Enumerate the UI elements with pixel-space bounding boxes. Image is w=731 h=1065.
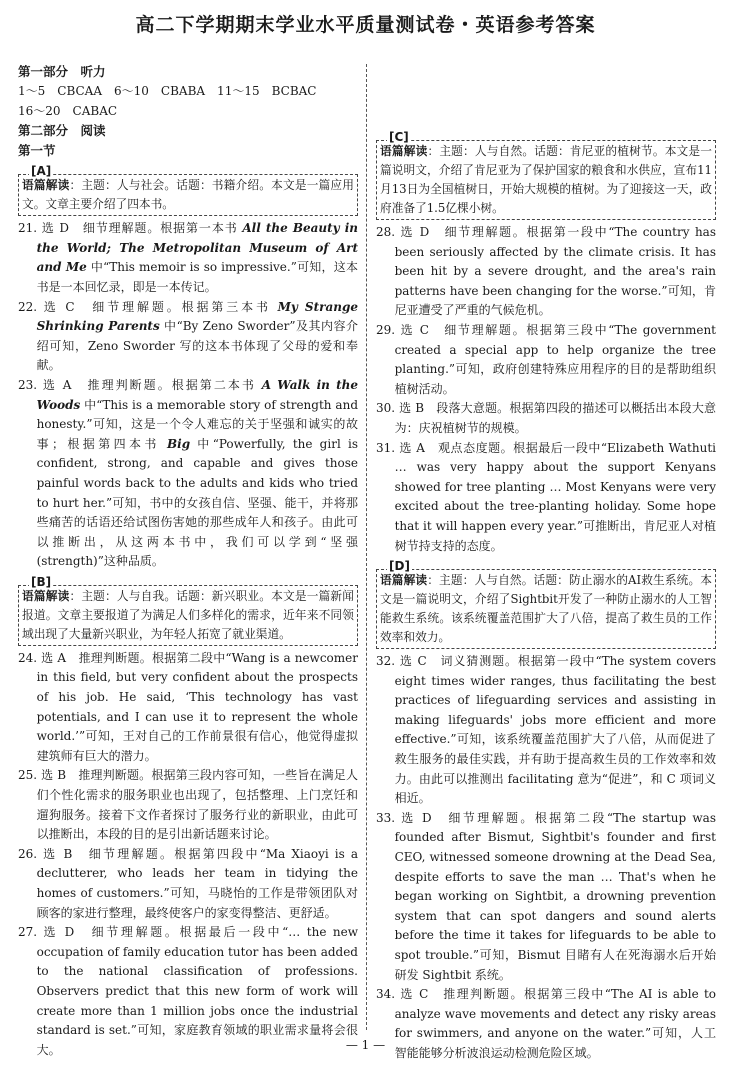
passage-d-tag: [D] (389, 559, 410, 574)
passage-b-summary (18, 574, 358, 646)
summary-text: ：主题：人与自我。话题：新兴职业。本文是一篇新闻报道。文章主要报道了为满足人们多样化的需求，近年来不同领域出现了大量新兴职业，为年轻人拓宽了就业渠道。 (22, 588, 354, 641)
part2-heading: 第二部分 阅读 (18, 123, 106, 139)
listening-answers-1: 1～5 CBCAA 6～10 CBABA 11～15 BCBAC (18, 84, 317, 98)
listening-answers-2: 16～20 CABAC (18, 103, 118, 118)
page-title: 高二下学期期末学业水平质量测试卷・英语参考答案 (135, 14, 596, 36)
summary-text: ：主题：人与自然。话题：肯尼亚的植树节。本文是一篇说明文，介绍了肯尼亚为了保护国家的粮食和水供应，宣布11月13日为全国植树日，开始大规模的植树。为了迎接这一天，政府准备了1.5亿棵小树。 (380, 144, 712, 215)
summary-label: 语篇解读 (380, 573, 428, 588)
passage-c-tag: [C] (389, 130, 409, 144)
answer-33: 33. 选 D 细节理解题。根据第二段“The startup was founded after Bismut, Sightbit's founder and first CEO, witnessed someone drowning at the Dead Sea, despite efforts to save the man … That's when he began working on Sightbit, a drowning prevention system that can spot dangers and sound alerts before the time it takes for lifeguards to be able to spot trouble.”可知，Bismut 目睹有人在死海溺水后开始研发 Sightbit 系统。 (376, 810, 716, 982)
answer-29: 29. 选 C 细节理解题。根据第三段中“The government created a special app to help organize the tree planting.”可知，政府创建特殊应用程序的目的是帮助组织植树活动。 (376, 322, 716, 396)
answer-31: 31. 选 A 观点态度题。根据最后一段中“Elizabeth Wathuti … was very happy about the support Kenyans showed for tree planting … Most Kenyans were very excited about the tree-planting holiday. Some hope that it will happen every year.”可推断出，肯尼亚人对植树节持支持的态度。 (376, 440, 716, 553)
book-title: All the Beauty in the World (36, 221, 358, 255)
answer-32: 32. 选 C 词义猜测题。根据第一段中“The system covers eight times wider ranges, thus facilitating the best practices of lifeguarding services and assisting in making lifeguards' jobs more efficient and more effective.”可知，该系统覆盖范围扩大了八倍，从而促进了救生服务的最佳实践，并有助于提高救生员的工作效率和效力。由此可以推测出 facilitating 意为“促进”，和 C 项词义相近。 (376, 654, 716, 806)
part1-heading: 第一部分 听力 (18, 64, 106, 79)
section-heading: 第一节 (18, 143, 56, 159)
column-divider (366, 64, 367, 1030)
answer-23: 23. 选 A 推理判断题。根据第二本书 A Walk in the Woods 中“This is a memorable story of strength and honesty.”可知，这是一个令人难忘的关于坚强和诚实的故事；根据第四本书 Big 中“Powerfully, the girl is confident, strong, and capable and gives those painful words back to the adults and kids who tried to hurt her.”可知，书中的女孩自信、坚强、能干，并将那些痛苦的话语还给试图伤害她的那些成年人和孩子。由此可以推断出，从这两本书中，我们可以学到“坚强(strength)”这种品质。 (18, 377, 358, 569)
passage-c-summary (376, 130, 716, 220)
summary-text: ：主题：人与社会。话题：书籍介绍。本文是一篇应用文。文章主要介绍了四本书。 (22, 178, 354, 212)
passage-a-summary (18, 164, 358, 216)
answer-34: 34. 选 C 推理判断题。根据第三段中“The AI is able to analyze wave movements and detect any risky areas for swimmers, and anyone on the water.”可知，人工智能能够分析波浪运动检测危险区域。 (376, 987, 716, 1060)
passage-a-tag: [A] (31, 164, 52, 179)
summary-text: ：主题：人与自然。话题：防止溺水的AI救生系统。本文是一篇说明文，介绍了Sightbit开发了一种防止溺水的人工智能救生系统。该系统覆盖范围扩大了八倍，提高了救生员的工作效率和效力。 (380, 573, 712, 645)
passage-b-tag: [B] (31, 574, 52, 589)
answer-25: 25. 选 B 推理判断题。根据第三段内容可知，一些旨在满足人们个性化需求的服务职业也出现了，包括整理、上门烹饪和遛狗服务。接着下文作者探讨了服务行业的新职业，由此可以推断出，本段的目的是引出新话题来讨论。 (18, 768, 358, 842)
summary-label: 语篇解读 (22, 178, 70, 193)
left-column (18, 62, 358, 1060)
right-column (376, 62, 716, 1064)
passage-d-summary (376, 559, 716, 649)
answer-28: 28. 选 D 细节理解题。根据第一段中“The country has been seriously affected by the climate crisis. It has been hit by a severe drought, and the area's rain patterns have been changing for the worse.”可知，肯尼亚遭受了严重的气候危机。 (376, 225, 716, 318)
summary-label: 语篇解读 (380, 144, 428, 158)
answer-21: 21. 选 D 细节理解题。根据第一本书 All the Beauty in the World; The Metropolitan Museum of Art and Me 中“This memoir is so impressive.”可知，这本书是一本回忆录，即是一本传记。 (18, 221, 359, 294)
answer-22: 22. 选 C 细节理解题。根据第三本书 My Strange Shrinking Parents 中“By Zeno Sworder”及其内容介绍可知，Zeno Sworder 写的这本书体现了父母的爱和奉献。 (18, 299, 358, 373)
answer-26: 26. 选 B 细节理解题。根据第四段中“Ma Xiaoyi is a declutterer, who leads her team in tidying the homes of customers.”可知，马晓怡的工作是带领团队对顾客的家进行整理，最终使客户的家变得整洁、更舒适。 (18, 846, 358, 920)
answer-24: 24. 选 A 推理判断题。根据第二段中“Wang is a newcomer in this field, but very confident about the prospects of his job. He said, ‘This technology has vast potentials, and I can use it to represent the whole world.’”可知，王对自己的工作前景很有信心，他觉得虚拟建筑师有巨大的潜力。 (18, 650, 358, 763)
summary-label: 语篇解读 (22, 588, 70, 603)
book-title: Big (167, 436, 191, 451)
answer-27: 27. 选 D 细节理解题。根据最后一段中“… the new occupation of family education tutor has been added to the national classification of professions. Observers predict that this new form of work will create more than 1 million jobs once the industrial standard is set.”可知，家庭教育领域的职业需求量将会很大。 (18, 925, 358, 1057)
book-title: A Walk in the Woods (36, 377, 358, 412)
answer-30: 30. 选 B 段落大意题。根据第四段的描述可以概括出本段大意为：庆祝植树节的规模。 (376, 401, 716, 435)
page-number: — 1 — (345, 1038, 386, 1052)
book-title: The Metropolitan Museum of Art and Me (36, 240, 359, 275)
book-title: My Strange Shrinking Parents (36, 299, 358, 334)
